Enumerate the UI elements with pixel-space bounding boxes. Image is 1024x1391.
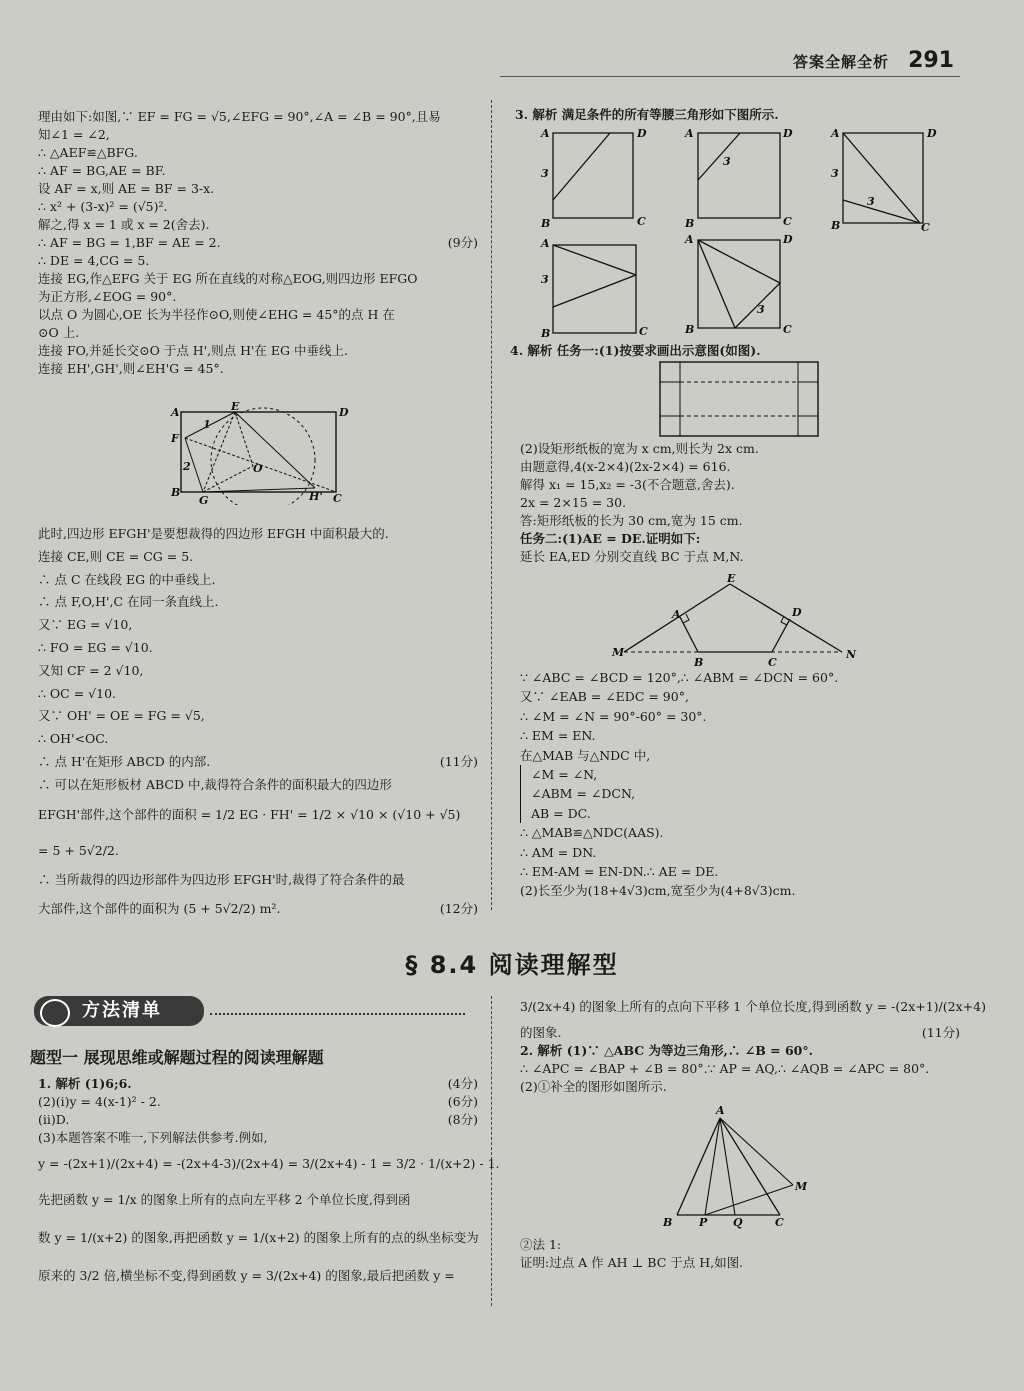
question-4-heading: 4. 解析 任务一:(1)按要求画出示意图(如图). (510, 343, 761, 358)
label-a: A (685, 233, 694, 246)
text-span: ∴ ∠APC = ∠BAP + ∠B = 80°.∵ AP = AQ,∴ ∠AQB = ∠APC = 80°. (520, 1061, 930, 1076)
text-line: 连接 FO,并延长交⊙O 于点 H',则点 H'在 EG 中垂线上. (38, 343, 348, 358)
text-line: AB = DC. (520, 804, 960, 823)
text-line (38, 751, 478, 774)
text-line: (2)设矩形纸板的宽为 x cm,则长为 2x cm. (520, 441, 759, 456)
text-line: 连接 CE,则 CE = CG = 5. (38, 548, 194, 564)
label-b: B (685, 323, 695, 336)
label-c: C (333, 492, 342, 505)
label-a: A (685, 127, 694, 140)
label-3: 3 (867, 195, 875, 208)
question-3-heading: 3. 解析 满足条件的所有等腰三角形如下图所示. (515, 107, 779, 122)
label-a: A (541, 127, 550, 140)
label-p: P (699, 1216, 708, 1229)
text-line: 延长 EA,ED 分别交直线 BC 于点 M,N. (520, 549, 744, 564)
figure-rectangle-circle (165, 400, 355, 505)
text-line: 任务二:(1)AE = DE.证明如下: (520, 531, 701, 546)
label-b: B (685, 217, 695, 230)
text-line (520, 1060, 960, 1078)
text-line: 答:矩形纸板的长为 30 cm,宽为 15 cm. (520, 513, 743, 528)
text-span: (2)①补全的图形如图所示. (520, 1079, 667, 1094)
score-points: (9分) (447, 235, 478, 250)
text-span: 3/(2x+4) 的图象上所有的点向下平移 1 个单位长度,得到函数 y = -(2x+1)/(2x+4) (520, 999, 986, 1014)
method-rule (210, 1013, 465, 1015)
text-line (38, 1181, 478, 1219)
text-line: 证明:过点 A 作 AH ⊥ BC 于点 H,如图. (520, 1255, 744, 1270)
score-points: (6分) (447, 1094, 478, 1109)
label-g: G (199, 494, 209, 505)
text-span: (3)本题答案不唯一,下列解法供参考.例如, (38, 1130, 268, 1145)
text-line (38, 1257, 478, 1295)
text-line: 连接 EH',GH',则∠EH'G = 45°. (38, 361, 224, 376)
label-a: A (716, 1104, 725, 1117)
text-line (38, 1093, 478, 1111)
label-c: C (783, 323, 792, 336)
text-line (38, 891, 478, 927)
column-divider-lower (491, 996, 492, 1306)
text-line: 以点 O 为圆心,OE 长为半径作⊙O,则使∠EHG = 45°的点 H 在 (38, 307, 395, 322)
label-c: C (783, 215, 792, 228)
label-d: D (339, 406, 349, 419)
text-line: ∴ 点 F,O,H',C 在同一条直线上. (38, 594, 219, 610)
figure-isosceles-triangles (535, 125, 955, 340)
text-line: ⊙O 上. (38, 325, 80, 340)
text-line (520, 1078, 960, 1096)
page-number: 291 (908, 48, 954, 73)
page-header (793, 48, 954, 73)
label-3: 3 (541, 273, 549, 286)
label-a: A (831, 127, 840, 140)
label-b: B (541, 217, 551, 230)
left-column-lower (38, 1075, 500, 1295)
text-span: 的图象. (520, 1025, 562, 1040)
text-line (38, 1129, 478, 1147)
left-column-b (38, 523, 478, 927)
text-line: 设 AF = x,则 AE = BF = 3-x. (38, 181, 215, 196)
right-column-q4b (520, 668, 960, 901)
text-line: ∴ ∠M = ∠N = 90°-60° = 30°. (520, 708, 707, 724)
label-3: 3 (757, 303, 765, 316)
text-line: ∴ OC = √10. (38, 685, 117, 701)
label-e: E (231, 400, 240, 413)
lamp-icon (40, 999, 70, 1027)
text-line: 由题意得,4(x-2×4)(2x-2×4) = 616. (520, 459, 731, 474)
text-line (38, 234, 478, 252)
column-divider (491, 100, 492, 910)
text-line (520, 1042, 960, 1060)
label-3: 3 (831, 167, 839, 180)
text-line: ∴ AF = BG,AE = BF. (38, 163, 166, 178)
right-column-q4 (520, 440, 960, 566)
label-d: D (783, 127, 793, 140)
label-e: E (727, 572, 736, 585)
text-line: 在△MAB 与△NDC 中, (520, 747, 651, 763)
score-points: (12分) (439, 901, 478, 917)
label-a: A (171, 406, 180, 419)
text-line: ∴ 点 C 在线段 EG 的中垂线上. (38, 571, 216, 587)
text-span: ∴ 点 H'在矩形 ABCD 的内部. (38, 753, 211, 769)
type-title: 题型一 展现思维或解题过程的阅读理解题 (30, 1048, 324, 1067)
text-line: ∴ EM = EN. (520, 728, 596, 744)
text-span: (2)(i)y = 4(x-1)² - 2. (38, 1094, 161, 1109)
text-line: ∵ ∠ABC = ∠BCD = 120°,∴ ∠ABM = ∠DCN = 60°. (520, 670, 839, 685)
label-1: 1 (203, 418, 211, 431)
text-line: (2)长至少为(18+4√3)cm,宽至少为(4+8√3)cm. (520, 883, 796, 899)
text-line: 又∵ ∠EAB = ∠EDC = 90°, (520, 689, 689, 705)
text-line (38, 1147, 500, 1181)
label-c: C (775, 1216, 784, 1229)
score-points: (8分) (447, 1112, 478, 1127)
text-line: 解之,得 x = 1 或 x = 2(舍去). (38, 217, 210, 232)
text-line: 又∵ OH' = OE = FG = √5, (38, 708, 205, 724)
score-points: (11分) (921, 1025, 960, 1040)
text-line: ∴ △AEF≌△BFG. (38, 145, 138, 160)
label-c: C (637, 215, 646, 228)
question-4-heading-wrap (510, 342, 950, 360)
text-line: 2x = 2×15 = 30. (520, 495, 627, 510)
score-points: (11分) (439, 753, 478, 769)
text-line: ∴ AM = DN. (520, 844, 597, 860)
text-span: 2. 解析 (1)∵ △ABC 为等边三角形,∴ ∠B = 60°. (520, 1043, 813, 1058)
label-c: C (921, 221, 930, 234)
label-b: B (694, 656, 704, 669)
label-b: B (663, 1216, 673, 1229)
label-h: H' (309, 490, 323, 503)
figure-triangle-abc (655, 1100, 815, 1235)
text-line: 为正方形,∠EOG = 90°. (38, 289, 177, 304)
text-line: ∴ △MAB≌△NDC(AAS). (520, 825, 664, 841)
text-line: ∴ DE = 4,CG = 5. (38, 253, 150, 268)
text-line: 理由如下:如图,∵ EF = FG = √5,∠EFG = 90°,∠A = ∠B = 90°,且易 (38, 109, 441, 124)
label-d: D (783, 233, 793, 246)
label-2: 2 (183, 460, 191, 473)
left-column (38, 108, 478, 378)
text-line: ②法 1: (520, 1237, 562, 1252)
label-d: D (637, 127, 647, 140)
text-line: 知∠1 = ∠2, (38, 127, 110, 142)
label-b: B (541, 327, 551, 340)
right-column-lower (520, 990, 986, 1096)
label-d: D (792, 606, 802, 619)
right-column-tail (520, 1236, 960, 1272)
label-m: M (795, 1180, 808, 1193)
text-line (38, 1111, 478, 1129)
label-b: B (831, 219, 841, 232)
text-line: 又知 CF = 2 √10, (38, 662, 144, 678)
score-points: (4分) (447, 1076, 478, 1091)
text-span: 大部件,这个部件的面积为 (5 + 5√2/2) m². (38, 901, 281, 917)
text-line: ∠ABM = ∠DCN, (520, 784, 960, 803)
label-c: C (768, 656, 777, 669)
header-title: 答案全解全析 (792, 53, 889, 71)
method-banner: 方法清单 (34, 996, 204, 1026)
text-line: ∴ FO = EG = √10. (38, 639, 153, 655)
figure-box-net (658, 360, 820, 438)
text-span: ∴ AF = BG = 1,BF = AE = 2. (38, 235, 221, 250)
text-line: ∴ 当所裁得的四边形部件为四边形 EFGH'时,裁得了符合条件的最 (38, 871, 405, 887)
label-f: F (171, 432, 179, 445)
text-line (38, 1075, 478, 1093)
label-n: N (846, 648, 857, 661)
text-line: 解得 x₁ = 15,x₂ = -3(不合题意,舍去). (520, 477, 735, 492)
text-span: 数 y = 1/(x+2) 的图象,再把函数 y = 1/(x+2) 的图象上所有的点的纵坐标变为 (38, 1230, 479, 1245)
text-line (520, 1024, 960, 1042)
text-line (38, 1219, 478, 1257)
label-a: A (672, 608, 681, 621)
label-m: M (612, 646, 625, 659)
label-a: A (541, 237, 550, 250)
label-q: Q (733, 1216, 743, 1229)
text-line: ∴ OH'<OC. (38, 731, 109, 747)
text-span: 原来的 3/2 倍,横坐标不变,得到函数 y = 3/(2x+4) 的图象,最后把函数 y = (38, 1268, 455, 1283)
label-d: D (927, 127, 937, 140)
header-rule (500, 76, 960, 77)
text-span: y = -(2x+1)/(2x+4) = -(2x+4-3)/(2x+4) = 3/(2x+4) - 1 = 3/2 · 1/(x+2) - 1. (38, 1156, 500, 1171)
text-line: 连接 EG,作△EFG 关于 EG 所在直线的对称△EOG,则四边形 EFGO (38, 271, 418, 286)
text-line: = 5 + 5√2/2. (38, 842, 119, 858)
label-c: C (639, 325, 648, 338)
text-line: ∴ 可以在矩形板材 ABCD 中,裁得符合条件的面积最大的四边形 (38, 776, 392, 792)
section-title: § 8.4 阅读理解型 (405, 951, 619, 979)
text-line: 又∵ EG = √10, (38, 617, 133, 633)
text-line: ∠M = ∠N, (520, 765, 960, 784)
right-column (515, 106, 955, 124)
text-span: 先把函数 y = 1/x 的图象上所有的点向左平移 2 个单位长度,得到函 (38, 1192, 411, 1207)
text-line: 此时,四边形 EFGH'是要想裁得的四边形 EFGH 中面积最大的. (38, 526, 389, 541)
text-line: EFGH'部件,这个部件的面积 = 1/2 EG · FH' = 1/2 × √10 × (√10 + √5) (38, 806, 461, 822)
label-3: 3 (541, 167, 549, 180)
text-span: (ii)D. (38, 1112, 70, 1127)
text-line: ∴ x² + (3-x)² = (√5)². (38, 199, 168, 214)
label-b: B (171, 486, 181, 499)
label-o: O (253, 462, 263, 475)
text-line (520, 990, 986, 1024)
label-3: 3 (723, 155, 731, 168)
figure-pentagon (610, 572, 870, 670)
text-line: ∴ EM-AM = EN-DN.∴ AE = DE. (520, 864, 719, 880)
text-span: 1. 解析 (1)6;6. (38, 1076, 132, 1091)
